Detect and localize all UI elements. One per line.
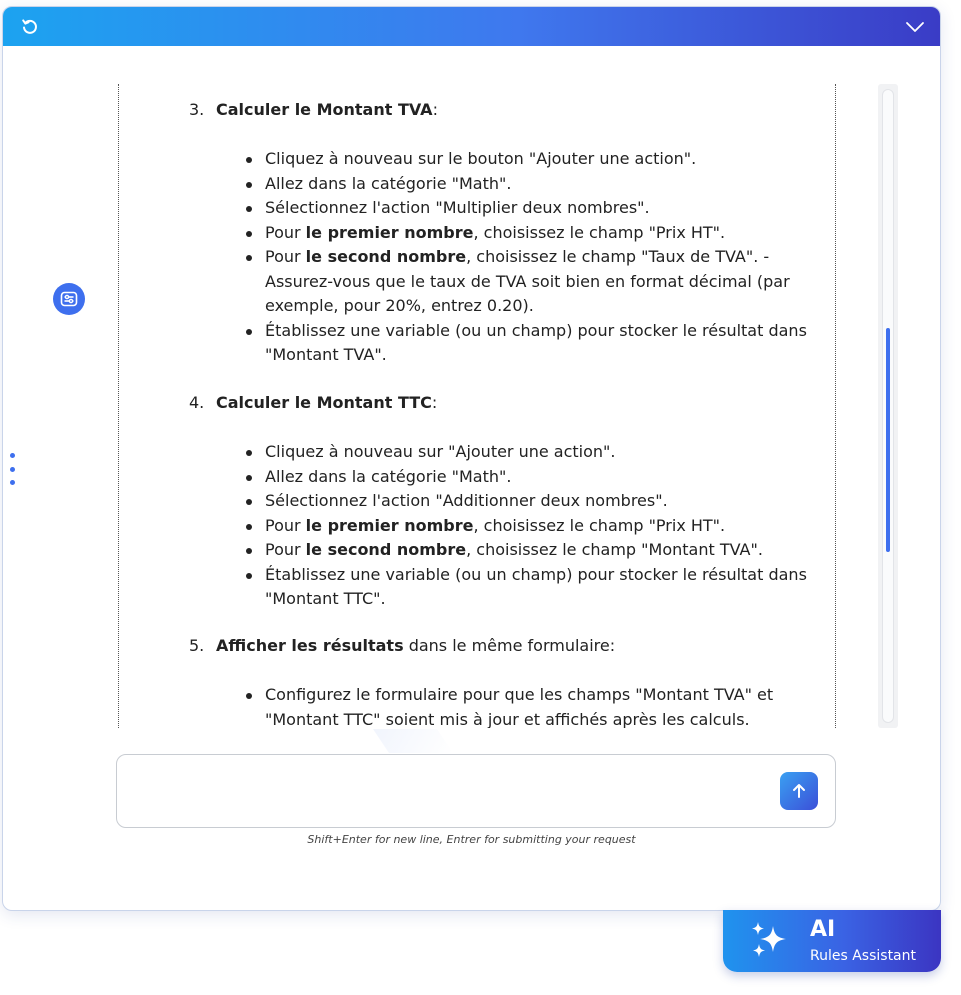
step-bullet-list xyxy=(244,147,824,368)
list-item: Configurez le formulaire pour que les champs "Montant TVA" et "Montant TTC" soient mis à jour et affichés après les calculs. xyxy=(244,683,824,728)
ai-button-title: AI xyxy=(810,917,836,942)
step-bullet-list xyxy=(244,440,824,612)
assistant-panel xyxy=(2,6,941,911)
list-item: Établissez une variable (ou un champ) pour stocker le résultat dans "Montant TVA". xyxy=(244,319,824,368)
list-item: Pour le second nombre, choisissez le champ "Taux de TVA". - Assurez-vous que le taux de TVA soit bien en format décimal (par exemple, pour 20%, entrez 0.20). xyxy=(244,245,824,319)
assistant-message xyxy=(118,84,836,728)
step-heading: 4. Calculer le Montant TTC: xyxy=(189,393,438,412)
ai-button-subtitle: Rules Assistant xyxy=(810,948,916,964)
reset-button[interactable] xyxy=(19,16,41,38)
list-item: Pour le premier nombre, choisissez le champ "Prix HT". xyxy=(244,514,824,539)
list-item: Cliquez à nouveau sur "Ajouter une action". xyxy=(244,440,824,465)
background-watermark xyxy=(373,729,453,753)
chat-input[interactable] xyxy=(131,769,775,817)
list-item: Allez dans la catégorie "Math". xyxy=(244,172,824,197)
list-item: Sélectionnez l'action "Additionner deux nombres". xyxy=(244,489,824,514)
collapse-button[interactable] xyxy=(904,16,926,38)
list-item: Pour le second nombre, choisissez le champ "Montant TVA". xyxy=(244,538,824,563)
list-item: Établissez une variable (ou un champ) pour stocker le résultat dans "Montant TTC". xyxy=(244,563,824,612)
chat-input-box xyxy=(116,754,836,828)
panel-header xyxy=(3,7,940,46)
resize-handle[interactable] xyxy=(8,453,16,485)
scrollbar-thumb[interactable] xyxy=(886,328,890,552)
sparkle-icon xyxy=(747,920,791,962)
step-heading: 3. Calculer le Montant TVA: xyxy=(189,100,438,119)
step-bullet-list xyxy=(244,683,824,728)
arrow-up-icon xyxy=(790,782,808,800)
step-heading: 5. Afficher les résultats dans le même formulaire: xyxy=(189,636,616,655)
input-hint: Shift+Enter for new line, Entrer for submitting your request xyxy=(307,833,636,846)
send-button[interactable] xyxy=(780,772,818,810)
list-item: Sélectionnez l'action "Multiplier deux nombres". xyxy=(244,196,824,221)
sliders-icon xyxy=(60,290,78,308)
vertical-dots-icon xyxy=(10,453,15,458)
list-item: Cliquez à nouveau sur le bouton "Ajouter une action". xyxy=(244,147,824,172)
refresh-icon xyxy=(20,17,40,37)
side-tool-button[interactable] xyxy=(53,283,85,315)
list-item: Pour le premier nombre, choisissez le champ "Prix HT". xyxy=(244,221,824,246)
chevron-down-icon xyxy=(905,20,925,34)
ai-rules-assistant-button[interactable] xyxy=(723,910,941,972)
list-item: Allez dans la catégorie "Math". xyxy=(244,465,824,490)
scrollbar[interactable] xyxy=(878,84,898,728)
